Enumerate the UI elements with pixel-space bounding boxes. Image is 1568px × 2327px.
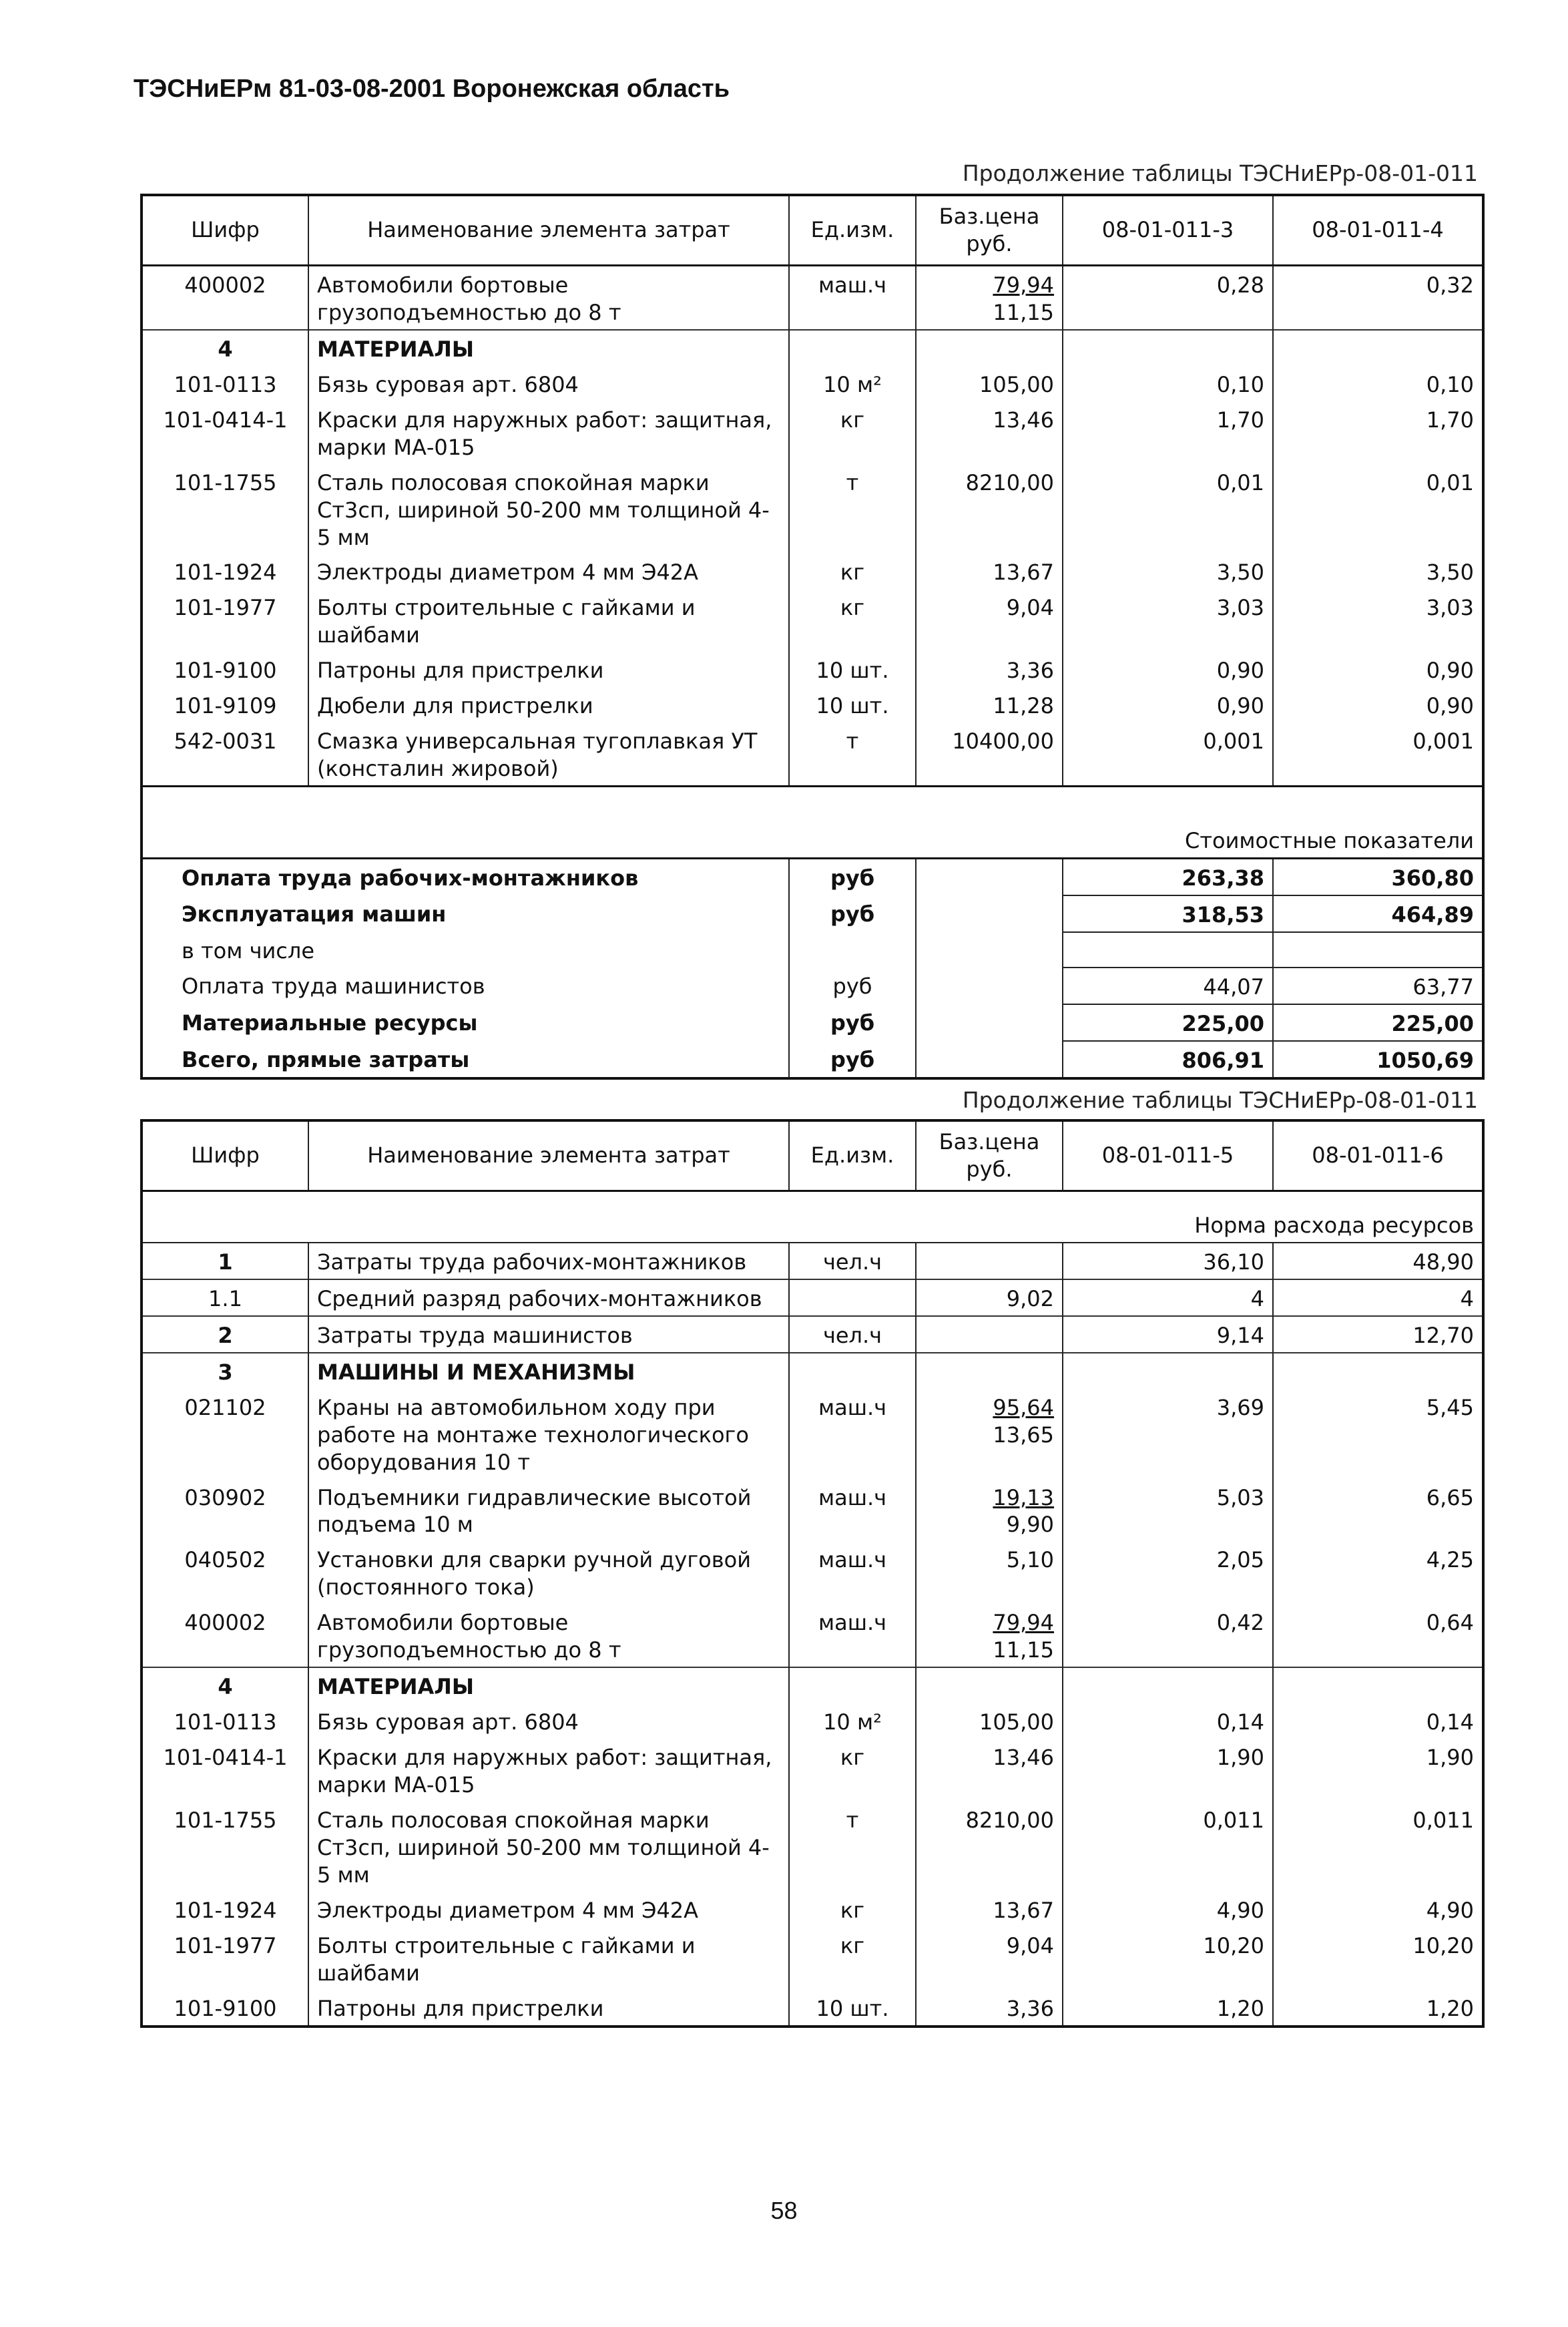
cell-value-2: 3,50 [1273, 554, 1483, 589]
cell-name: Бязь суровая арт. 6804 [308, 366, 789, 401]
cell-unit: 10 м² [789, 1703, 916, 1739]
cell-unit: 10 шт. [789, 1990, 916, 2027]
cell-unit: маш.ч [789, 1604, 916, 1667]
table-row [142, 1604, 1483, 1667]
cell-unit: кг [789, 1927, 916, 1990]
cell-value-2 [1273, 1667, 1483, 1703]
cell-price [916, 1353, 1063, 1389]
cell-price: 8210,00 [916, 464, 1063, 554]
table-row [142, 1739, 1483, 1802]
cell-value-1: 0,42 [1063, 1604, 1273, 1667]
cell-price: 13,67 [916, 1892, 1063, 1927]
price-secondary: 9,90 [1006, 1512, 1054, 1538]
table-row [142, 1316, 1483, 1353]
cell-value-2: 4,25 [1273, 1541, 1483, 1604]
cell-price: 13,46 [916, 401, 1063, 464]
cell-value-2: 0,64 [1273, 1604, 1483, 1667]
table-row [142, 1667, 1483, 1703]
header-value-2: 08-01-011-6 [1273, 1120, 1483, 1191]
cell-value-2: 1,20 [1273, 1990, 1483, 2027]
cell-name: Автомобили бортовые грузоподъемностью до 8 т [308, 1604, 789, 1667]
summary-value-2 [1273, 932, 1483, 968]
cell-value-1: 0,14 [1063, 1703, 1273, 1739]
cell-value-2: 4,90 [1273, 1892, 1483, 1927]
cell-price: 13,46 [916, 1739, 1063, 1802]
cell-code: 101-0113 [142, 366, 308, 401]
cell-unit: т [789, 464, 916, 554]
price-primary: 95,64 [993, 1394, 1054, 1420]
cell-price [916, 1604, 1063, 1667]
cell-value-2: 1,70 [1273, 401, 1483, 464]
header-value-2: 08-01-011-4 [1273, 195, 1483, 265]
cell-value-1: 0,01 [1063, 464, 1273, 554]
summary-label: в том числе [142, 932, 789, 968]
table-row [142, 366, 1483, 401]
summary-row [142, 932, 1483, 968]
cell-price: 13,67 [916, 554, 1063, 589]
header-value-1: 08-01-011-5 [1063, 1120, 1273, 1191]
cell-value-1: 0,10 [1063, 366, 1273, 401]
cell-value-2 [1273, 330, 1483, 366]
cell-code: 101-1977 [142, 1927, 308, 1990]
cell-name: Патроны для пристрелки [308, 652, 789, 687]
header-code: Шифр [142, 1120, 308, 1191]
summary-value-2: 225,00 [1273, 1004, 1483, 1041]
cell-code: 101-1924 [142, 554, 308, 589]
cell-name: Дюбели для пристрелки [308, 687, 789, 722]
header-price: Баз.цена руб. [916, 195, 1063, 265]
cell-name: Затраты труда машинистов [308, 1316, 789, 1353]
cell-price: 9,02 [916, 1279, 1063, 1316]
cell-name: Электроды диаметром 4 мм Э42А [308, 1892, 789, 1927]
cell-code: 3 [142, 1353, 308, 1389]
cell-unit: 10 м² [789, 366, 916, 401]
table-row [142, 1243, 1483, 1279]
cell-value-1: 0,001 [1063, 722, 1273, 786]
cell-price [916, 265, 1063, 329]
cell-price: 3,36 [916, 652, 1063, 687]
cell-code: 101-1755 [142, 464, 308, 554]
header-unit: Ед.изм. [789, 195, 916, 265]
norm-label-row [142, 1191, 1483, 1242]
cell-code: 1.1 [142, 1279, 308, 1316]
summary-price-empty [916, 968, 1063, 1004]
summary-unit [789, 932, 916, 968]
summary-value-2: 360,80 [1273, 859, 1483, 895]
cell-name: Затраты труда рабочих-монтажников [308, 1243, 789, 1279]
header-name: Наименование элемента затрат [308, 1120, 789, 1191]
cell-price [916, 1389, 1063, 1479]
cost-indicators-row [142, 787, 1483, 859]
summary-unit: руб [789, 1041, 916, 1078]
cell-value-1 [1063, 1353, 1273, 1389]
cell-price: 11,28 [916, 687, 1063, 722]
cell-name: Автомобили бортовые грузоподъемностью до 8 т [308, 265, 789, 329]
table-row [142, 265, 1483, 329]
summary-unit: руб [789, 968, 916, 1004]
cell-value-2: 48,90 [1273, 1243, 1483, 1279]
cell-code: 101-1977 [142, 589, 308, 652]
summary-row [142, 895, 1483, 932]
cell-unit: маш.ч [789, 1541, 916, 1604]
cell-code: 400002 [142, 1604, 308, 1667]
cell-code: 101-1755 [142, 1802, 308, 1892]
cell-value-1: 0,90 [1063, 687, 1273, 722]
cell-value-2: 0,32 [1273, 265, 1483, 329]
table-row [142, 1389, 1483, 1479]
cell-code: 2 [142, 1316, 308, 1353]
price-secondary: 11,15 [993, 299, 1054, 325]
summary-label: Эксплуатация машин [142, 895, 789, 932]
table-header-row [142, 195, 1483, 265]
cell-value-2 [1273, 1353, 1483, 1389]
cell-name: МАШИНЫ И МЕХАНИЗМЫ [308, 1353, 789, 1389]
price-primary: 79,94 [993, 272, 1054, 298]
price-secondary: 13,65 [993, 1422, 1054, 1448]
cell-value-1: 4,90 [1063, 1892, 1273, 1927]
resource-table-1 [140, 194, 1485, 1080]
cell-value-1: 3,69 [1063, 1389, 1273, 1479]
cell-name: Краски для наружных работ: защитная, марки МА-015 [308, 401, 789, 464]
cell-unit: 10 шт. [789, 687, 916, 722]
summary-price-empty [916, 859, 1063, 895]
table-header-row [142, 1120, 1483, 1191]
cell-unit: кг [789, 1892, 916, 1927]
header-price: Баз.цена руб. [916, 1120, 1063, 1191]
cell-unit: чел.ч [789, 1243, 916, 1279]
cell-value-2: 3,03 [1273, 589, 1483, 652]
summary-value-1: 318,53 [1063, 895, 1273, 932]
summary-row [142, 1041, 1483, 1078]
cell-value-2: 0,001 [1273, 722, 1483, 786]
cell-name: Краны на автомобильном ходу при работе на монтаже технологического оборудования 10 т [308, 1389, 789, 1479]
cell-price: 10400,00 [916, 722, 1063, 786]
table-row [142, 652, 1483, 687]
price-secondary: 11,15 [993, 1637, 1054, 1663]
summary-unit: руб [789, 895, 916, 932]
cell-name: Установки для сварки ручной дуговой (постоянного тока) [308, 1541, 789, 1604]
cell-price: 8210,00 [916, 1802, 1063, 1892]
cell-code: 101-1924 [142, 1892, 308, 1927]
cell-value-1: 5,03 [1063, 1479, 1273, 1542]
table-row [142, 554, 1483, 589]
cell-code: 021102 [142, 1389, 308, 1479]
cell-unit: кг [789, 1739, 916, 1802]
table-row [142, 687, 1483, 722]
table-caption: Продолжение таблицы ТЭСНиЕРр-08-01-011 [962, 160, 1478, 186]
summary-price-empty [916, 1004, 1063, 1041]
document-title: ТЭСНиЕРм 81-03-08-2001 Воронежская область [134, 75, 730, 103]
cell-value-1: 10,20 [1063, 1927, 1273, 1990]
cell-code: 101-0113 [142, 1703, 308, 1739]
cell-code: 030902 [142, 1479, 308, 1542]
summary-value-2: 464,89 [1273, 895, 1483, 932]
cell-value-2: 0,90 [1273, 652, 1483, 687]
table-row [142, 1703, 1483, 1739]
cell-unit: маш.ч [789, 1389, 916, 1479]
summary-value-1: 44,07 [1063, 968, 1273, 1004]
cell-value-2: 0,10 [1273, 366, 1483, 401]
cell-value-1: 0,011 [1063, 1802, 1273, 1892]
table-row [142, 1353, 1483, 1389]
header-name: Наименование элемента затрат [308, 195, 789, 265]
cell-unit: кг [789, 554, 916, 589]
cell-value-2: 5,45 [1273, 1389, 1483, 1479]
summary-value-2: 63,77 [1273, 968, 1483, 1004]
cell-price: 5,10 [916, 1541, 1063, 1604]
cell-value-1 [1063, 330, 1273, 366]
summary-unit: руб [789, 859, 916, 895]
cell-code: 1 [142, 1243, 308, 1279]
cell-price: 9,04 [916, 589, 1063, 652]
cell-unit: маш.ч [789, 1479, 916, 1542]
summary-row [142, 1004, 1483, 1041]
cell-code: 040502 [142, 1541, 308, 1604]
cell-unit [789, 1353, 916, 1389]
table-row [142, 1990, 1483, 2027]
table-row [142, 401, 1483, 464]
resource-table-2 [140, 1119, 1485, 2028]
page-number: 58 [770, 2197, 798, 2224]
cell-code: 101-9109 [142, 687, 308, 722]
table-row [142, 589, 1483, 652]
cell-price [916, 330, 1063, 366]
cell-code: 101-0414-1 [142, 401, 308, 464]
table-row [142, 330, 1483, 366]
cell-code: 101-9100 [142, 1990, 308, 2027]
cell-value-1: 36,10 [1063, 1243, 1273, 1279]
summary-value-1 [1063, 932, 1273, 968]
cell-code: 400002 [142, 265, 308, 329]
summary-label: Оплата труда машинистов [142, 968, 789, 1004]
table-row [142, 1892, 1483, 1927]
table-row [142, 1802, 1483, 1892]
cell-value-1: 1,90 [1063, 1739, 1273, 1802]
table-row [142, 722, 1483, 786]
cell-name: МАТЕРИАЛЫ [308, 330, 789, 366]
cell-price [916, 1243, 1063, 1279]
cell-value-1: 1,20 [1063, 1990, 1273, 2027]
cell-value-1: 4 [1063, 1279, 1273, 1316]
cell-price: 3,36 [916, 1990, 1063, 2027]
cell-unit: т [789, 1802, 916, 1892]
cell-name: Электроды диаметром 4 мм Э42А [308, 554, 789, 589]
cell-name: МАТЕРИАЛЫ [308, 1667, 789, 1703]
header-unit: Ед.изм. [789, 1120, 916, 1191]
price-primary: 19,13 [993, 1484, 1054, 1510]
cell-value-2: 4 [1273, 1279, 1483, 1316]
summary-value-2: 1050,69 [1273, 1041, 1483, 1078]
cell-value-1: 1,70 [1063, 401, 1273, 464]
cell-name: Сталь полосовая спокойная марки Ст3сп, шириной 50-200 мм толщиной 4-5 мм [308, 464, 789, 554]
price-primary: 79,94 [993, 1610, 1054, 1636]
cell-unit [789, 1667, 916, 1703]
table-caption: Продолжение таблицы ТЭСНиЕРр-08-01-011 [962, 1087, 1478, 1113]
table-row [142, 1927, 1483, 1990]
summary-label: Материальные ресурсы [142, 1004, 789, 1041]
cell-name: Средний разряд рабочих-монтажников [308, 1279, 789, 1316]
cell-price [916, 1479, 1063, 1542]
cell-name: Смазка универсальная тугоплавкая УТ (консталин жировой) [308, 722, 789, 786]
cell-value-2: 0,011 [1273, 1802, 1483, 1892]
cell-unit [789, 330, 916, 366]
cell-unit [789, 1279, 916, 1316]
cell-unit: маш.ч [789, 265, 916, 329]
cell-price [916, 1316, 1063, 1353]
cell-value-2: 6,65 [1273, 1479, 1483, 1542]
cell-code: 542-0031 [142, 722, 308, 786]
cell-price: 105,00 [916, 366, 1063, 401]
cell-value-2: 0,14 [1273, 1703, 1483, 1739]
cell-price [916, 1667, 1063, 1703]
cell-price: 105,00 [916, 1703, 1063, 1739]
summary-price-empty [916, 932, 1063, 968]
cell-unit: чел.ч [789, 1316, 916, 1353]
cell-name: Болты строительные с гайками и шайбами [308, 589, 789, 652]
cell-value-2: 0,90 [1273, 687, 1483, 722]
summary-value-1: 806,91 [1063, 1041, 1273, 1078]
cell-name: Болты строительные с гайками и шайбами [308, 1927, 789, 1990]
cell-value-1: 3,03 [1063, 589, 1273, 652]
summary-row [142, 859, 1483, 895]
header-value-1: 08-01-011-3 [1063, 195, 1273, 265]
cell-value-2: 1,90 [1273, 1739, 1483, 1802]
summary-value-1: 263,38 [1063, 859, 1273, 895]
cell-code: 4 [142, 1667, 308, 1703]
cell-value-1: 2,05 [1063, 1541, 1273, 1604]
summary-label: Всего, прямые затраты [142, 1041, 789, 1078]
cell-code: 101-0414-1 [142, 1739, 308, 1802]
cell-value-2: 10,20 [1273, 1927, 1483, 1990]
cell-value-2: 0,01 [1273, 464, 1483, 554]
cell-price: 9,04 [916, 1927, 1063, 1990]
cell-value-2: 12,70 [1273, 1316, 1483, 1353]
cell-name: Патроны для пристрелки [308, 1990, 789, 2027]
cost-indicators-label: Стоимостные показатели [142, 787, 1483, 859]
table-row [142, 1541, 1483, 1604]
summary-row [142, 968, 1483, 1004]
cell-unit: кг [789, 589, 916, 652]
cell-unit: т [789, 722, 916, 786]
summary-value-1: 225,00 [1063, 1004, 1273, 1041]
cell-value-1: 0,28 [1063, 265, 1273, 329]
table-row [142, 464, 1483, 554]
cell-code: 4 [142, 330, 308, 366]
summary-unit: руб [789, 1004, 916, 1041]
cell-value-1: 3,50 [1063, 554, 1273, 589]
header-code: Шифр [142, 195, 308, 265]
summary-price-empty [916, 1041, 1063, 1078]
cell-unit: 10 шт. [789, 652, 916, 687]
cell-name: Краски для наружных работ: защитная, марки МА-015 [308, 1739, 789, 1802]
cell-name: Бязь суровая арт. 6804 [308, 1703, 789, 1739]
cell-value-1: 9,14 [1063, 1316, 1273, 1353]
cell-code: 101-9100 [142, 652, 308, 687]
table-row [142, 1479, 1483, 1542]
summary-price-empty [916, 895, 1063, 932]
norm-label: Норма расхода ресурсов [142, 1191, 1483, 1242]
cell-value-1 [1063, 1667, 1273, 1703]
summary-label: Оплата труда рабочих-монтажников [142, 859, 789, 895]
cell-unit: кг [789, 401, 916, 464]
table-row [142, 1279, 1483, 1316]
cell-value-1: 0,90 [1063, 652, 1273, 687]
cell-name: Подъемники гидравлические высотой подъема 10 м [308, 1479, 789, 1542]
cell-name: Сталь полосовая спокойная марки Ст3сп, шириной 50-200 мм толщиной 4-5 мм [308, 1802, 789, 1892]
